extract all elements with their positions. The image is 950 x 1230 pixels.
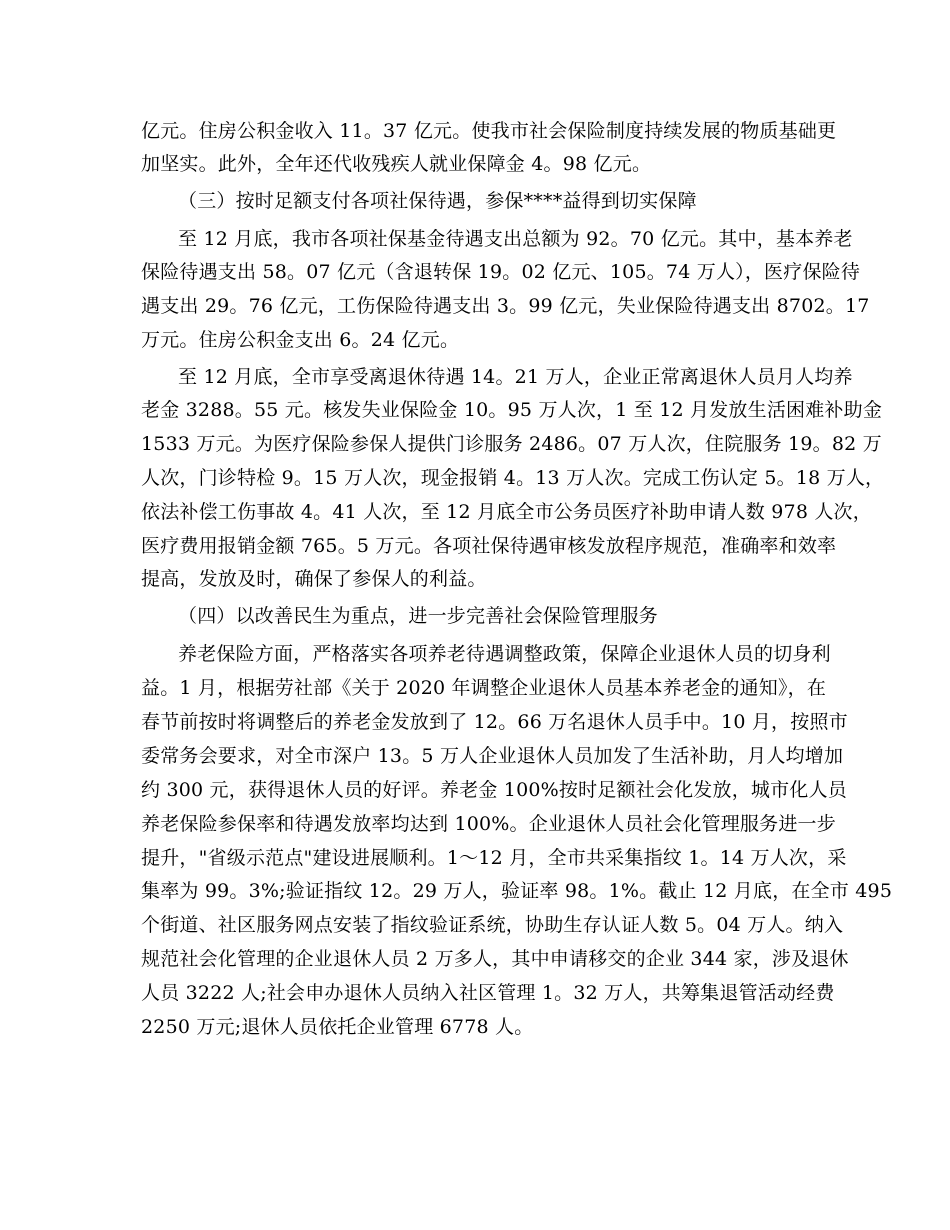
text-line: 养老保险参保率和待遇发放率均达到 100%。企业退休人员社会化管理服务进一步 [141,813,836,835]
text-line: 至 12 月底，我市各项社保基金待遇支出总额为 92。70 亿元。其中，基本养老 [178,228,853,250]
text-line: 亿元。住房公积金收入 11。37 亿元。使我市社会保险制度持续发展的物质基础更 [141,120,837,142]
section-heading: （四）以改善民生为重点，进一步完善社会保险管理服务 [178,605,659,627]
text-line: 集率为 99。3%;验证指纹 12。29 万人，验证率 98。1%。截止 12 月底，在全市 495 [141,880,893,902]
text-line: 提升，"省级示范点"建设进展顺利。1～12 月，全市共采集指纹 1。14 万人次，采 [141,847,847,869]
text-line: 1533 万元。为医疗保险参保人提供门诊服务 2486。07 万人次，住院服务 19。82 万 [141,433,882,455]
text-line: 2250 万元;退休人员依托企业管理 6778 人。 [141,1016,534,1038]
text-line: 万元。住房公积金支出 6。24 亿元。 [141,329,460,351]
text-line: 医疗费用报销金额 765。5 万元。各项社保待遇审核发放程序规范，准确率和效率 [141,535,837,557]
text-line: 人员 3222 人;社会申办退休人员纳入社区管理 1。32 万人，共筹集退管活动经费 [141,982,835,1004]
text-line: 委常务会要求，对全市深户 13。5 万人企业退休人员加发了生活补助，月人均增加 [141,745,844,767]
text-line: 老金 3288。55 元。核发失业保险金 10。95 万人次，1 至 12 月发放生活困难补助金 [141,399,883,421]
text-line: 提高，发放及时，确保了参保人的利益。 [141,568,487,590]
text-line: 个街道、社区服务网点安装了指纹验证系统，协助生存认证人数 5。04 万人。纳入 [141,914,844,936]
text-line: 规范社会化管理的企业退休人员 2 万多人，其中申请移交的企业 344 家，涉及退休 [141,948,849,970]
text-line: 春节前按时将调整后的养老金发放到了 12。66 万名退休人员手中。10 月，按照市 [141,711,848,733]
text-line: 遇支出 29。76 亿元，工伤保险待遇支出 3。99 亿元，失业保险待遇支出 8702。17 [141,295,870,317]
text-line: 加坚实。此外，全年还代收残疾人就业保障金 4。98 亿元。 [141,153,652,175]
text-line: 约 300 元，获得退休人员的好评。养老金 100%按时足额社会化发放，城市化人员 [141,779,847,801]
text-line: 人次，门诊特检 9。15 万人次，现金报销 4。13 万人次。完成工伤认定 5。18 万人， [141,467,885,489]
text-line: 益。1 月，根据劳社部《关于 2020 年调整企业退休人员基本养老金的通知》，在 [141,677,827,699]
text-line: 至 12 月底，全市享受离退休待遇 14。21 万人，企业正常离退休人员月人均养 [178,366,853,388]
text-line: 养老保险方面，严格落实各项养老待遇调整政策，保障企业退休人员的切身利 [178,643,831,665]
text-line: 保险待遇支出 58。07 亿元（含退转保 19。02 亿元、105。74 万人），医疗保险待 [141,261,861,283]
section-heading: （三）按时足额支付各项社保待遇，参保****益得到切实保障 [178,190,697,212]
text-line: 依法补偿工伤事故 4。41 人次，至 12 月底全市公务员医疗补助申请人数 978 人次， [141,501,872,523]
